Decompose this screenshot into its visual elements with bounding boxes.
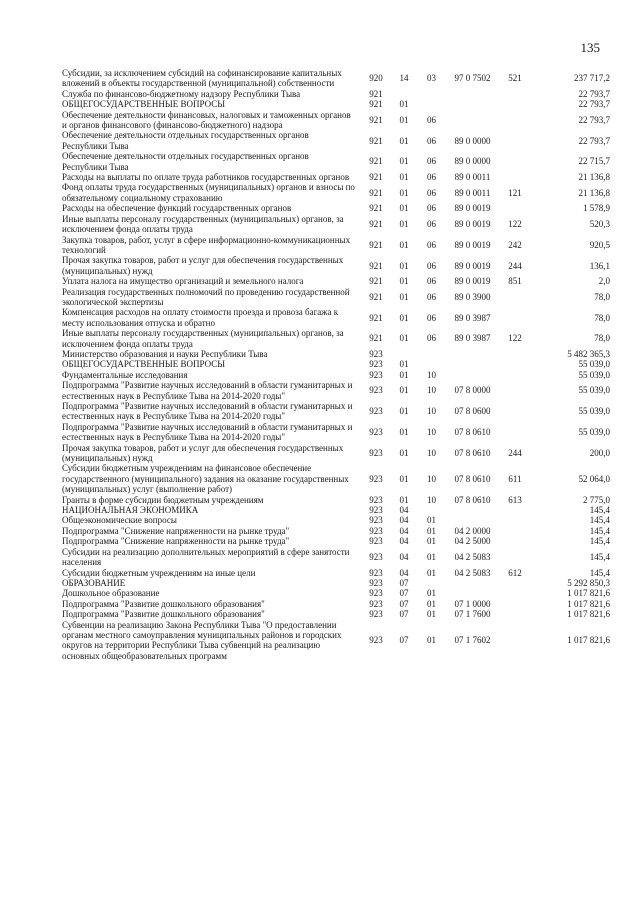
row-vr-code — [500, 307, 530, 328]
row-pr-code: 01 — [427, 609, 436, 620]
row-rz-code: 04 — [399, 505, 409, 516]
table-row — [62, 588, 610, 598]
row-pr-code: 06 — [427, 239, 436, 250]
row-cs-code: 07 8 0600 — [454, 406, 491, 417]
row-vr-code — [500, 89, 530, 99]
row-name: Реализация государственных полномочий по проведению государственной экологической экспертизы — [62, 286, 350, 307]
table-row — [62, 151, 610, 172]
row-vr-code — [500, 609, 530, 619]
table-row — [62, 401, 610, 422]
row-rz-code: 01 — [399, 447, 409, 458]
budget-table-body — [62, 68, 610, 661]
table-row — [62, 214, 610, 235]
row-vr-code — [500, 578, 530, 588]
row-rz-code: 01 — [399, 203, 409, 214]
row-sum: 78,0 — [594, 291, 610, 302]
table-row — [62, 380, 610, 401]
row-sum: 237 717,2 — [574, 73, 610, 84]
row-cs-code — [445, 588, 500, 598]
row-cs-code: 07 8 0610 — [454, 427, 491, 438]
row-vr-code — [500, 130, 530, 151]
row-name: Подпрограмма "Развитие дошкольного образования" — [62, 598, 265, 609]
row-vr-code: 244 — [508, 260, 522, 271]
row-gr-code: 923 — [369, 505, 383, 516]
row-cs-code: 89 0 0000 — [454, 156, 491, 167]
table-row — [62, 547, 610, 568]
row-vr-code: 122 — [508, 218, 522, 229]
row-name: Прочая закупка товаров, работ и услуг для обеспечения государственных (муниципальных) нужд — [62, 255, 344, 276]
row-sum: 55 039,0 — [578, 359, 610, 370]
row-name: Субсидии, за исключением субсидий на софинансирование капитальных вложений в объекты государственной (муниципальной) собственности — [62, 68, 342, 89]
row-vr-code — [500, 380, 530, 401]
row-rz-code: 04 — [399, 525, 409, 536]
row-pr-code: 06 — [427, 187, 436, 198]
row-name: Дошкольное образование — [62, 588, 160, 599]
row-pr-code: 10 — [427, 406, 436, 417]
row-rz-code: 01 — [399, 239, 409, 250]
row-vr-code — [500, 588, 530, 598]
row-rz-code: 01 — [399, 114, 409, 125]
row-gr-code: 921 — [369, 172, 383, 183]
row-sum: 136,1 — [589, 260, 610, 271]
row-pr-code: 10 — [427, 473, 436, 484]
row-cs-code: 89 0 0019 — [454, 260, 491, 271]
row-name: Служба по финансово-бюджетному надзору Республики Тыва — [62, 88, 301, 99]
row-rz-code: 01 — [399, 276, 409, 287]
row-pr-code: 03 — [427, 73, 436, 84]
row-sum: 52 064,0 — [578, 473, 610, 484]
row-name: Субвенции на реализацию Закона Республики Тыва "О предоставлении органам местного самоуправления муниципальных районов и городских округов на территории Республики Тыва субвенций на реализацию основных общеобразовательных программ — [62, 619, 342, 661]
row-vr-code: 242 — [508, 239, 522, 250]
row-gr-code: 923 — [369, 551, 383, 562]
row-gr-code: 923 — [369, 348, 383, 359]
row-gr-code: 923 — [369, 359, 383, 370]
row-pr-code — [418, 99, 445, 109]
row-gr-code: 923 — [369, 427, 383, 438]
row-sum: 55 039,0 — [578, 385, 610, 396]
row-rz-code: 04 — [399, 567, 409, 578]
table-row — [62, 89, 610, 99]
row-name: Иные выплаты персоналу государственных (муниципальных) органов, за исключением фонда оплаты труда — [62, 328, 344, 349]
row-cs-code: 89 0 0011 — [454, 187, 491, 198]
row-vr-code: 611 — [508, 473, 522, 484]
row-sum: 78,0 — [594, 333, 610, 344]
table-row — [62, 255, 610, 276]
row-gr-code: 921 — [369, 99, 383, 110]
row-sum: 22 793,7 — [578, 88, 610, 99]
row-cs-code: 04 2 5000 — [454, 536, 491, 547]
row-pr-code — [418, 578, 445, 588]
table-row — [62, 526, 610, 536]
row-name: Подпрограмма "Развитие дошкольного образования" — [62, 609, 265, 620]
row-sum: 1 017 821,6 — [567, 588, 610, 599]
row-gr-code: 920 — [369, 73, 383, 84]
row-vr-code — [500, 287, 530, 308]
row-name: Закупка товаров, работ, услуг в сфере информационно-коммуникационных технологий — [62, 234, 351, 255]
row-cs-code — [445, 99, 500, 109]
row-gr-code: 923 — [369, 494, 383, 505]
row-vr-code: 244 — [508, 447, 522, 458]
row-pr-code: 06 — [427, 260, 436, 271]
row-name: Подпрограмма "Развитие научных исследований в области гуманитарных и естественных наук в Республике Тыва на 2014-2020 годы" — [62, 380, 353, 401]
row-sum: 145,4 — [589, 505, 610, 516]
row-cs-code: 89 0 0019 — [454, 203, 491, 214]
row-pr-code: 06 — [427, 291, 436, 302]
row-pr-code: 01 — [427, 588, 436, 599]
row-pr-code: 06 — [427, 276, 436, 287]
row-rz-code: 01 — [399, 369, 409, 380]
row-pr-code — [418, 349, 445, 359]
row-cs-code — [445, 515, 500, 525]
row-gr-code: 921 — [369, 114, 383, 125]
row-rz-code: 01 — [399, 406, 409, 417]
row-name: Субсидии бюджетным учреждениям на иные цели — [62, 567, 256, 578]
row-pr-code: 10 — [427, 369, 436, 380]
row-sum: 22 715,7 — [578, 156, 610, 167]
row-pr-code: 10 — [427, 427, 436, 438]
row-gr-code: 921 — [369, 312, 383, 323]
row-cs-code: 07 1 7600 — [454, 609, 491, 620]
table-row — [62, 130, 610, 151]
row-vr-code — [500, 505, 530, 515]
row-name: Обеспечение деятельности отдельных государственных органов Республики Тыва — [62, 130, 309, 151]
row-sum: 55 039,0 — [578, 369, 610, 380]
row-vr-code: 122 — [508, 333, 522, 344]
row-gr-code: 921 — [369, 187, 383, 198]
row-name: Подпрограмма "Снижение напряженности на рынке труда" — [62, 525, 290, 536]
table-row — [62, 515, 610, 525]
row-name: Подпрограмма "Развитие научных исследований в области гуманитарных и естественных наук в Республике Тыва на 2014-2020 годы" — [62, 421, 353, 443]
row-vr-code: 613 — [508, 494, 522, 505]
row-pr-code: 10 — [427, 447, 436, 458]
row-gr-code: 921 — [369, 260, 383, 271]
row-sum: 1 017 821,6 — [567, 635, 610, 646]
row-rz-code: 04 — [399, 551, 409, 562]
row-rz-code: 01 — [399, 187, 409, 198]
row-cs-code — [445, 370, 500, 380]
row-rz-code — [390, 349, 418, 359]
row-cs-code: 89 0 0011 — [454, 172, 491, 183]
row-pr-code: 06 — [427, 218, 436, 229]
row-name: НАЦИОНАЛЬНАЯ ЭКОНОМИКА — [62, 505, 199, 516]
row-gr-code: 921 — [369, 135, 383, 146]
row-gr-code: 923 — [369, 515, 383, 526]
row-sum: 5 292 850,3 — [567, 577, 610, 588]
row-gr-code: 923 — [369, 385, 383, 396]
row-rz-code: 01 — [399, 494, 409, 505]
row-sum: 145,4 — [589, 515, 610, 526]
table-row — [62, 599, 610, 609]
row-gr-code: 923 — [369, 577, 383, 588]
table-row — [62, 110, 610, 131]
row-rz-code: 01 — [399, 291, 409, 302]
row-pr-code — [418, 89, 445, 99]
row-vr-code — [500, 401, 530, 422]
row-cs-code: 04 2 5083 — [454, 551, 491, 562]
table-row — [62, 370, 610, 380]
table-row — [62, 172, 610, 182]
row-cs-code — [445, 89, 500, 99]
row-cs-code: 07 1 7602 — [454, 635, 491, 646]
row-name: Расходы на выплаты по оплате труда работников государственных органов — [62, 172, 350, 183]
row-cs-code: 07 8 0610 — [454, 473, 491, 484]
row-cs-code: 89 0 3987 — [454, 333, 491, 344]
row-sum: 5 482 365,3 — [567, 348, 610, 359]
row-vr-code — [500, 526, 530, 536]
row-cs-code — [445, 359, 500, 369]
row-sum: 55 039,0 — [578, 406, 610, 417]
row-cs-code: 89 0 3987 — [454, 312, 491, 323]
row-sum: 22 793,7 — [578, 135, 610, 146]
row-rz-code: 04 — [399, 515, 409, 526]
row-pr-code: 06 — [427, 114, 436, 125]
row-name: ОБЩЕГОСУДАРСТВЕННЫЕ ВОПРОСЫ — [62, 99, 226, 110]
table-row — [62, 609, 610, 619]
row-cs-code — [445, 578, 500, 588]
row-rz-code: 01 — [399, 385, 409, 396]
row-pr-code: 01 — [427, 515, 436, 526]
row-name: Компенсация расходов на оплату стоимости проезда и провоза багажа к месту использования отпуска и обратно — [62, 307, 339, 328]
row-name: Фонд оплаты труда государственных (муниципальных) органов и взносы по обязательному социальному страхованию — [62, 182, 355, 203]
row-gr-code: 923 — [369, 567, 383, 578]
row-rz-code: 01 — [399, 359, 409, 370]
row-name: Уплата налога на имущество организаций и земельного налога — [62, 276, 304, 287]
row-sum: 1 017 821,6 — [567, 598, 610, 609]
table-row — [62, 203, 610, 213]
row-name: Иные выплаты персоналу государственных (муниципальных) органов, за исключением фонда оплаты труда — [62, 213, 344, 235]
table-row — [62, 68, 610, 89]
row-rz-code: 01 — [399, 333, 409, 344]
row-vr-code — [500, 599, 530, 609]
row-gr-code: 923 — [369, 369, 383, 380]
row-cs-code — [445, 505, 500, 515]
row-gr-code: 923 — [369, 406, 383, 417]
row-cs-code — [445, 110, 500, 131]
row-sum: 2 775,0 — [583, 494, 610, 505]
table-row — [62, 359, 610, 369]
row-gr-code: 921 — [369, 218, 383, 229]
row-pr-code: 06 — [427, 333, 436, 344]
row-gr-code: 923 — [369, 536, 383, 547]
page-number: 135 — [580, 40, 600, 55]
table-row — [62, 99, 610, 109]
row-sum: 1 578,9 — [583, 203, 610, 214]
table-row — [62, 349, 610, 359]
row-pr-code: 10 — [427, 385, 436, 396]
row-vr-code — [500, 151, 530, 172]
row-sum: 145,4 — [589, 536, 610, 547]
row-pr-code: 06 — [427, 172, 436, 183]
table-row — [62, 422, 610, 443]
row-rz-code: 04 — [399, 536, 409, 547]
row-rz-code — [390, 89, 418, 99]
row-rz-code: 01 — [399, 473, 409, 484]
row-gr-code: 923 — [369, 525, 383, 536]
row-sum: 22 793,7 — [578, 99, 610, 110]
row-name: Фундаментальные исследования — [62, 369, 188, 380]
table-row — [62, 568, 610, 578]
row-gr-code: 923 — [369, 598, 383, 609]
row-rz-code: 01 — [399, 427, 409, 438]
row-cs-code — [445, 349, 500, 359]
row-pr-code — [418, 505, 445, 515]
row-rz-code: 07 — [399, 609, 409, 620]
row-pr-code: 01 — [427, 551, 436, 562]
row-vr-code — [500, 422, 530, 443]
row-sum: 145,4 — [589, 567, 610, 578]
row-vr-code — [500, 349, 530, 359]
table-row — [62, 495, 610, 505]
row-vr-code — [500, 359, 530, 369]
row-cs-code: 89 0 0000 — [454, 135, 491, 146]
row-vr-code: 121 — [508, 187, 522, 198]
row-vr-code — [500, 203, 530, 213]
row-vr-code — [500, 620, 530, 662]
row-pr-code: 01 — [427, 525, 436, 536]
row-vr-code — [500, 110, 530, 131]
table-row — [62, 505, 610, 515]
row-gr-code: 921 — [369, 276, 383, 287]
row-name: Субсидии на реализацию дополнительных мероприятий в сфере занятости населения — [62, 546, 350, 568]
row-vr-code — [500, 172, 530, 182]
row-sum: 21 136,8 — [578, 172, 610, 183]
row-vr-code — [500, 515, 530, 525]
row-name: Субсидии бюджетным учреждениям на финансовое обеспечение государственного (муниципального) задания на оказание государственных (муниципальных) услуг (выполнение работ) — [62, 463, 349, 495]
table-row — [62, 536, 610, 546]
row-gr-code: 923 — [369, 609, 383, 620]
row-gr-code: 921 — [369, 203, 383, 214]
row-rz-code: 07 — [399, 588, 409, 599]
row-rz-code: 07 — [399, 598, 409, 609]
row-cs-code: 07 1 0000 — [454, 598, 491, 609]
row-rz-code: 01 — [399, 99, 409, 110]
row-rz-code: 14 — [399, 73, 409, 84]
row-cs-code: 97 0 7502 — [454, 73, 491, 84]
row-name: ОБРАЗОВАНИЕ — [62, 577, 126, 588]
row-gr-code: 921 — [369, 333, 383, 344]
row-sum: 2,0 — [598, 276, 610, 287]
row-rz-code: 01 — [399, 312, 409, 323]
row-vr-code — [500, 536, 530, 546]
row-rz-code: 07 — [399, 577, 409, 588]
row-name: ОБЩЕГОСУДАРСТВЕННЫЕ ВОПРОСЫ — [62, 359, 226, 370]
row-name: Подпрограмма "Развитие научных исследований в области гуманитарных и естественных наук в Республике Тыва на 2014-2020 годы" — [62, 401, 353, 422]
table-row — [62, 620, 610, 662]
row-rz-code: 01 — [399, 260, 409, 271]
table-row — [62, 328, 610, 349]
row-sum: 145,4 — [589, 551, 610, 562]
row-gr-code: 923 — [369, 588, 383, 599]
row-name: Обеспечение деятельности финансовых, налоговых и таможенных органов и органов финансового (финансово-бюджетного) надзора — [62, 109, 351, 131]
table-row — [62, 276, 610, 286]
row-pr-code: 06 — [427, 312, 436, 323]
row-cs-code: 07 8 0000 — [454, 385, 491, 396]
table-row — [62, 443, 610, 464]
row-rz-code: 07 — [399, 635, 409, 646]
row-pr-code: 01 — [427, 598, 436, 609]
table-row — [62, 307, 610, 328]
row-rz-code: 01 — [399, 135, 409, 146]
row-gr-code: 923 — [369, 447, 383, 458]
row-name: Расходы на обеспечение функций государственных органов — [62, 203, 292, 214]
row-pr-code: 06 — [427, 135, 436, 146]
budget-table — [62, 68, 610, 661]
row-gr-code: 921 — [369, 156, 383, 167]
table-row — [62, 182, 610, 203]
row-rz-code: 01 — [399, 172, 409, 183]
row-gr-code: 923 — [369, 473, 383, 484]
row-name: Министерство образования и науки Республики Тыва — [62, 348, 268, 359]
row-sum: 22 793,7 — [578, 114, 610, 125]
row-pr-code: 10 — [427, 494, 436, 505]
row-sum: 145,4 — [589, 525, 610, 536]
row-rz-code: 01 — [399, 218, 409, 229]
row-name: Прочая закупка товаров, работ и услуг для обеспечения государственных (муниципальных) нужд — [62, 442, 344, 464]
row-sum: 200,0 — [589, 447, 610, 458]
row-gr-code: 921 — [369, 291, 383, 302]
row-cs-code: 04 2 0000 — [454, 525, 491, 536]
row-sum: 1 017 821,6 — [567, 609, 610, 620]
row-cs-code: 89 0 3900 — [454, 291, 491, 302]
row-pr-code — [418, 359, 445, 369]
row-pr-code: 01 — [427, 567, 436, 578]
row-gr-code: 923 — [369, 635, 383, 646]
row-cs-code: 89 0 0019 — [454, 218, 491, 229]
row-sum: 920,5 — [589, 239, 610, 250]
row-vr-code: 612 — [508, 567, 522, 578]
row-pr-code: 06 — [427, 156, 436, 167]
row-name: Обеспечение деятельности отдельных государственных органов Республики Тыва — [62, 151, 309, 172]
row-sum: 78,0 — [594, 312, 610, 323]
row-vr-code — [500, 370, 530, 380]
row-cs-code: 89 0 0019 — [454, 276, 491, 287]
row-cs-code: 89 0 0019 — [454, 239, 491, 250]
table-row — [62, 235, 610, 256]
row-cs-code: 07 8 0610 — [454, 447, 491, 458]
row-sum: 21 136,8 — [578, 187, 610, 198]
row-vr-code: 851 — [508, 276, 522, 287]
row-name: Подпрограмма "Снижение напряженности на рынке труда" — [62, 536, 290, 547]
table-row — [62, 463, 610, 494]
row-gr-code: 921 — [369, 88, 383, 99]
row-rz-code: 01 — [399, 156, 409, 167]
row-pr-code: 01 — [427, 635, 436, 646]
row-gr-code: 921 — [369, 239, 383, 250]
row-pr-code: 01 — [427, 536, 436, 547]
row-vr-code — [500, 99, 530, 109]
row-cs-code: 07 8 0610 — [454, 494, 491, 505]
row-sum: 55 039,0 — [578, 427, 610, 438]
row-name: Гранты в форме субсидии бюджетным учреждениям — [62, 494, 264, 505]
row-vr-code: 521 — [508, 73, 522, 84]
row-cs-code: 04 2 5083 — [454, 567, 491, 578]
row-name: Общеэкономические вопросы — [62, 515, 177, 526]
table-row — [62, 578, 610, 588]
row-pr-code: 06 — [427, 203, 436, 214]
table-row — [62, 287, 610, 308]
row-sum: 520,3 — [589, 218, 610, 229]
row-vr-code — [500, 547, 530, 568]
